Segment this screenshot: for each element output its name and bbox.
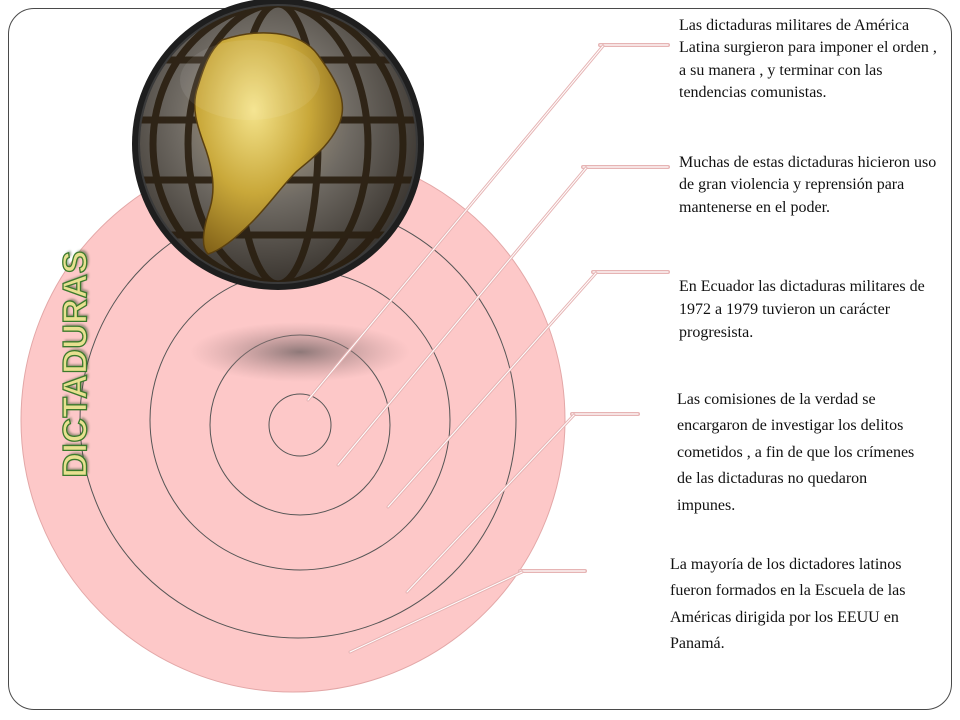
paragraph-origin: Las dictaduras militares de América Latina surgieron para imponer el orden , a su manera , y terminar con las tendencias comunistas.	[679, 17, 937, 102]
globe-south-america-gold-icon	[132, 0, 424, 290]
paragraph-truth-commissions: Las comisiones de la verdad se encargaron de investigar los delitos cometidos , a fin de que los crímenes de las dictaduras no quedaron impunes.	[677, 391, 915, 514]
paragraph-violence: Muchas de estas dictaduras hicieron uso de gran violencia y reprensión para mantenerse en el poder.	[679, 154, 937, 216]
paragraph-ecuador: En Ecuador las dictaduras militares de 1972 a 1979 tuvieron un carácter progresista.	[679, 278, 925, 342]
paragraph-school-of-americas: La mayoría de los dictadores latinos fueron formados en la Escuela de las Américas dirigida por los EEUU en Panamá.	[670, 556, 906, 653]
slide-title: DICTADURAS	[56, 250, 95, 478]
globe-shadow	[190, 322, 410, 382]
